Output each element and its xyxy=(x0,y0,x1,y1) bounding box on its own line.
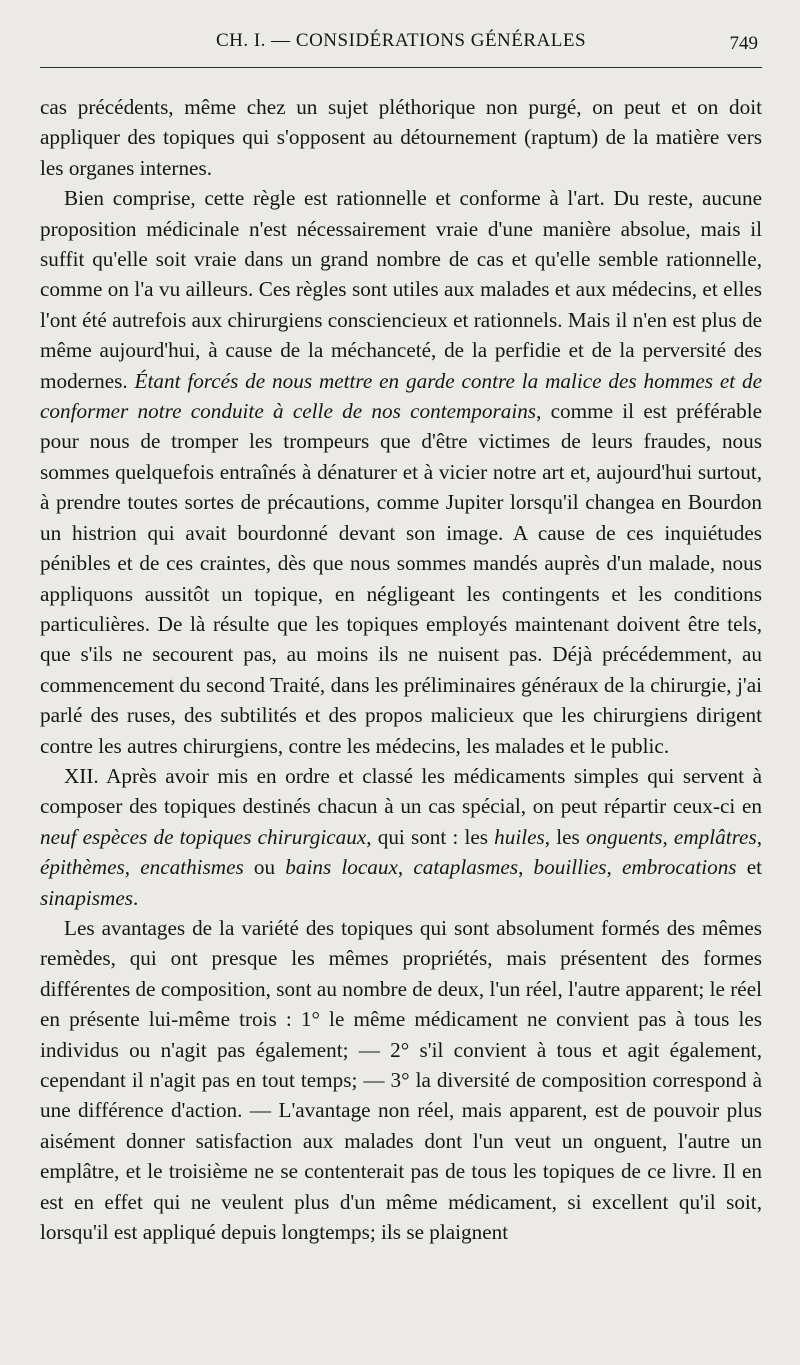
paragraph-text: , comme il est préférable pour nous de tromper les trompeurs que d'être victimes de leurs fraudes, nous sommes quelquefois entraînés à dénaturer et à vicier notre art et, aujourd'hui surtout, à prendre toutes sortes de précautions, comme Jupiter lorsqu'il changea en Bourdon un histrion qui avait bourdonné devant son image. A cause de ces inquiétudes pénibles et de ces craintes, dès que nous sommes mandés auprès d'un malade, nous appliquons aussitôt un topique, en négligeant les contingents et les conditions particulières. De là résulte que les topiques employés maintenant doivent être tels, que s'ils ne secourent pas, au moins ils ne nuisent pas. Déjà précédemment, au commencement du second Traité, dans les préliminaires généraux de la chirurgie, j'ai parlé des ruses, des subtilités et des propos malicieux que les chirurgiens dirigent contre les autres chirurgiens, contre les médecins, les malades et le public. xyxy=(40,399,763,758)
paragraph-text: Bien comprise, cette règle est rationnelle et conforme à l'art. Du reste, aucune proposition médicinale n'est nécessairement vraie d'une manière absolue, mais il suffit qu'elle soit vraie dans un grand nombre de cas et qu'elle semble rationnelle, comme on l'a vu ailleurs. Ces règles sont utiles aux malades et aux médecins, et elles l'ont été autrefois aux chirurgiens consciencieux et rationnels. Mais il n'en est plus de même aujourd'hui, à cause de la méchanceté, de la perfidie et de la perversité des modernes. xyxy=(40,186,762,393)
paragraph-text: et xyxy=(736,855,763,880)
paragraph-text: cas précédents, même chez un sujet pléthorique non purgé, on peut et on doit appliquer des topiques qui s'opposent au détournement (raptum) de la matière vers les organes internes. xyxy=(40,95,762,180)
paragraph xyxy=(40,92,762,183)
header-rule xyxy=(40,67,762,68)
paragraph-text: XII. Après avoir mis en ordre et classé les médicaments simples qui servent à composer des topiques destinés chacun à un cas spécial, on peut répartir ceux-ci en xyxy=(40,763,762,819)
paragraph xyxy=(40,183,762,761)
italic-text: bouillies xyxy=(533,855,607,880)
running-title: CH. I. — CONSIDÉRATIONS GÉNÉRALES xyxy=(215,30,587,51)
italic-text: embrocations xyxy=(622,855,737,880)
paragraph-text: , les xyxy=(544,824,586,849)
paragraph xyxy=(40,761,762,913)
italic-text: cataplasmes xyxy=(413,855,519,880)
paragraph-text: , xyxy=(662,824,674,849)
paragraph-text: , xyxy=(756,824,762,849)
paragraph-text: . xyxy=(133,885,139,910)
body-text xyxy=(40,92,762,1247)
paragraph-text: , xyxy=(518,855,534,880)
paragraph-text: , xyxy=(124,855,141,880)
paragraph xyxy=(40,913,762,1247)
paragraph-text: Les avantages de la variété des topiques qui sont absolument formés des mêmes remèdes, qui ont presque les mêmes propriétés, mais présentent des formes différentes de composition, sont au nombre de deux, l'un réel, l'autre apparent; le réel en présente lui-même trois : 1° le même médicament ne convient pas à tous les individus ou n'agit pas également; — 2° s'il convient à tous et agit également, cependant il n'agit pas en tout temps; — 3° la diversité de composition correspond à une différence d'action. — L'avantage non réel, mais apparent, est de pouvoir plus aisément donner satisfaction aux malades dont l'un veut un onguent, l'autre un emplâtre, et le troisième ne se contenterait pas de tous les topiques de ce livre. Il en est en effet qui ne veulent plus d'un même médicament, si excellent qu'il soit, lorsqu'il est appliqué depuis longtemps; ils se plaignent xyxy=(40,915,762,1245)
page-header xyxy=(40,30,762,60)
paragraph-text: , qui sont : les xyxy=(366,824,495,849)
italic-text: onguents xyxy=(585,824,663,849)
italic-text: épithèmes xyxy=(40,855,125,880)
italic-text: neuf espèces de topiques chirurgicaux xyxy=(40,824,367,849)
italic-text: huiles xyxy=(494,824,545,849)
italic-text: sinapismes xyxy=(40,885,133,910)
paragraph-text: , xyxy=(397,855,414,880)
italic-text: encathismes xyxy=(140,855,244,880)
italic-text: bains locaux xyxy=(285,855,398,880)
italic-text: Étant forcés de nous mettre en garde contre la malice des hommes et de conformer notre conduite à celle de nos contemporains xyxy=(40,368,763,424)
paragraph-text: ou xyxy=(243,855,286,880)
italic-text: emplâtres xyxy=(673,824,757,849)
paragraph-text: , xyxy=(606,855,622,880)
page-number: 749 xyxy=(729,33,758,54)
